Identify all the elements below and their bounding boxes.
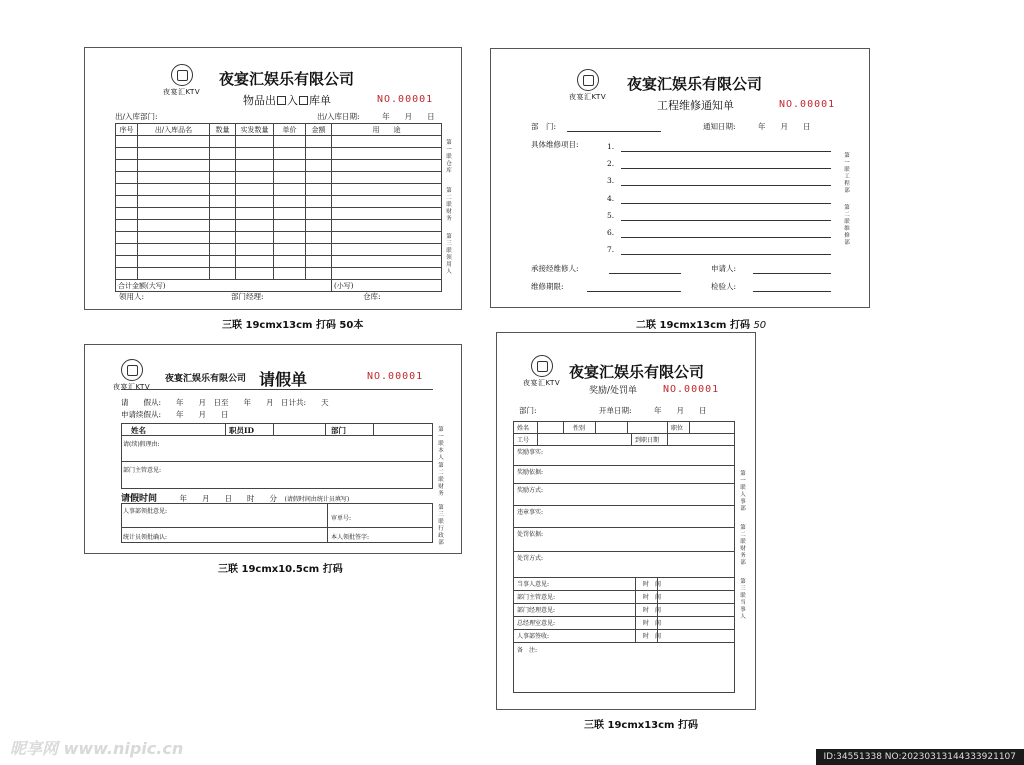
table-cell <box>274 184 306 196</box>
col-rule <box>667 421 668 433</box>
serial-number: NO.00001 <box>367 371 424 382</box>
month-text: 月 <box>198 410 207 419</box>
copy-label: 第一联人事部 <box>740 471 746 512</box>
cell-position: 职位 <box>671 425 684 432</box>
ktv-logo <box>523 355 560 388</box>
table-cell <box>332 244 442 256</box>
copy-label: 第三联行政部 <box>438 505 444 546</box>
cell-name: 姓名 <box>517 425 530 432</box>
inspector-line <box>753 291 831 292</box>
section-label: 违章事实: <box>517 509 544 516</box>
col-rule <box>657 577 658 642</box>
table-row <box>116 160 442 172</box>
col-rule <box>563 421 564 433</box>
leave-from-row <box>121 397 329 408</box>
table-row <box>116 268 442 280</box>
table-cell <box>138 244 210 256</box>
table-row <box>116 220 442 232</box>
total-upper: 合计金额(大写) <box>116 280 332 292</box>
month-text: 月 <box>266 398 274 407</box>
table-row <box>116 196 442 208</box>
table-cell <box>306 160 332 172</box>
col-rule <box>689 421 690 433</box>
table-cell <box>332 232 442 244</box>
copy-label: 第一联本人 <box>438 427 444 461</box>
col-rule <box>373 423 374 435</box>
company-name: 夜宴汇娱乐有限公司 <box>165 374 247 384</box>
dept-label: 部 门: <box>531 122 557 131</box>
open-date-row <box>599 405 707 416</box>
table-cell <box>138 160 210 172</box>
table-cell <box>236 244 274 256</box>
month-text: 月 <box>676 406 685 415</box>
form-title: 工程维修通知单 <box>657 99 734 112</box>
title-rule <box>121 389 433 390</box>
item-number: 7. <box>607 245 615 255</box>
table-cell <box>274 148 306 160</box>
section-label: 奖励方式: <box>517 487 544 494</box>
checkbox-in <box>299 96 308 105</box>
table-cell <box>332 268 442 280</box>
self-sign-label: 本人领批签字: <box>331 534 370 541</box>
stats-label: 统计员领批确认: <box>123 534 168 541</box>
table-cell <box>306 148 332 160</box>
approval-label: 总经理室意见: <box>517 620 556 627</box>
note-text: (请假时间由统计员填写) <box>284 496 350 503</box>
approval-label: 部门经理意见: <box>517 607 556 614</box>
table-cell <box>116 184 138 196</box>
table-cell <box>138 172 210 184</box>
row-rule <box>121 461 433 462</box>
day-text: 日 <box>699 406 707 415</box>
time-label: 请假时间 <box>121 494 158 504</box>
dept-line <box>567 131 661 132</box>
caption-text: 二联 19cmx13cm 打码 <box>636 320 750 331</box>
row-rule <box>513 642 735 643</box>
table-cell <box>116 220 138 232</box>
day-text: 日 <box>221 410 229 419</box>
caption-number: 50 <box>753 320 767 331</box>
watermark-text: 昵享网 www.nipic.cn <box>10 739 184 758</box>
reviewer-label: 审单号: <box>331 515 352 522</box>
table-cell <box>306 208 332 220</box>
col-rule <box>667 433 668 445</box>
form-title: 请假单 <box>259 370 308 389</box>
copy-label: 第二联财务 <box>446 188 452 222</box>
time-label: 时 间 <box>643 594 662 601</box>
table-cell <box>210 172 236 184</box>
year-text: 年 <box>654 406 662 415</box>
table-cell <box>116 232 138 244</box>
table-cell <box>236 268 274 280</box>
footer-manager: 部门经理: <box>231 292 264 301</box>
table-cell <box>332 256 442 268</box>
notify-date <box>703 121 811 132</box>
table-cell <box>306 232 332 244</box>
logo-text: 夜宴汇KTV <box>163 88 201 96</box>
total-row <box>116 280 442 292</box>
company-name: 夜宴汇娱乐有限公司 <box>569 363 705 381</box>
logo-text: 夜宴汇KTV <box>113 383 151 391</box>
approval-box <box>121 503 433 543</box>
extend-row <box>121 409 229 420</box>
copy-label: 第一联工程部 <box>844 153 850 194</box>
table-cell <box>236 136 274 148</box>
copy-label: 第二联财务 <box>438 463 444 497</box>
table-cell <box>332 136 442 148</box>
company-name: 夜宴汇娱乐有限公司 <box>219 70 355 88</box>
table-cell <box>274 196 306 208</box>
table-cell <box>332 184 442 196</box>
inspector-label: 检验人: <box>711 282 737 291</box>
crest-icon <box>531 355 553 377</box>
col-rule <box>327 503 328 543</box>
column-header: 金额 <box>306 124 332 136</box>
caption-3: 三联 19cmx10.5cm 打码 <box>218 564 343 575</box>
applicant-label: 申请人: <box>711 264 737 273</box>
approval-label: 当事人意见: <box>517 581 550 588</box>
table-cell <box>306 244 332 256</box>
company-name: 夜宴汇娱乐有限公司 <box>627 75 763 93</box>
table-cell <box>138 196 210 208</box>
approval-label: 部门主管意见: <box>517 594 556 601</box>
table-cell <box>138 232 210 244</box>
table-cell <box>236 208 274 220</box>
row-rule <box>513 616 735 617</box>
total-lower: (小写) <box>332 280 442 292</box>
item-number: 5. <box>607 210 615 220</box>
inventory-form <box>84 47 462 310</box>
main-box <box>513 421 735 693</box>
caption-4: 三联 19cmx13cm 打码 <box>584 720 698 731</box>
copy-label: 第一联仓库 <box>446 140 452 174</box>
col-rule <box>595 421 596 433</box>
open-date: 开单日期: <box>599 406 632 415</box>
copy-label: 第二联财务部 <box>740 525 746 566</box>
ktv-logo <box>163 64 200 97</box>
serial-number: NO.00001 <box>779 99 836 110</box>
form-title <box>243 92 331 108</box>
row-rule <box>513 527 735 528</box>
day-text: 日 <box>427 112 435 121</box>
table-cell <box>138 256 210 268</box>
table-cell <box>210 136 236 148</box>
repairer-label: 承接经维修人: <box>531 264 579 273</box>
table-cell <box>274 244 306 256</box>
crest-icon <box>171 64 193 86</box>
cell-dept: 部门 <box>331 426 346 435</box>
column-header: 出/入库品名 <box>138 124 210 136</box>
cell-staff-no: 工号 <box>517 437 530 444</box>
reason-label: 请(续)假理由: <box>123 441 160 448</box>
item-line <box>621 203 831 204</box>
column-header: 单价 <box>274 124 306 136</box>
table-cell <box>116 148 138 160</box>
table-cell <box>236 160 274 172</box>
repairer-line <box>609 273 681 274</box>
to-text: 日至 <box>213 398 229 407</box>
logo-text: 夜宴汇KTV <box>569 93 607 101</box>
month-text: 月 <box>198 398 207 407</box>
item-line <box>621 185 831 186</box>
item-line <box>621 254 831 255</box>
title-part: 库单 <box>309 94 331 107</box>
col-rule <box>325 423 326 435</box>
table-cell <box>332 160 442 172</box>
table-cell <box>306 220 332 232</box>
supervisor-label: 部门主管意见: <box>123 467 162 474</box>
table-cell <box>332 208 442 220</box>
item-line <box>621 237 831 238</box>
dept-label: 出/入库部门: <box>115 112 158 121</box>
ktv-logo <box>113 359 150 392</box>
logo-text: 夜宴汇KTV <box>523 379 561 387</box>
table-row <box>116 244 442 256</box>
title-part: 入 <box>287 94 298 107</box>
crest-icon <box>577 69 599 91</box>
month-text: 月 <box>404 112 413 121</box>
table-cell <box>116 256 138 268</box>
time-label: 时 间 <box>643 607 662 614</box>
approval-label: 人事部签收: <box>517 633 550 640</box>
image-id-bar: ID:34551338 NO:20230313144333921107 <box>816 749 1024 765</box>
year-text: 年 <box>243 398 252 407</box>
hour-text: 时 <box>247 494 255 503</box>
table-cell <box>332 220 442 232</box>
row-rule <box>121 435 433 436</box>
minute-text: 分 <box>269 494 278 503</box>
column-header: 用 途 <box>332 124 442 136</box>
table-cell <box>138 208 210 220</box>
item-number: 2. <box>607 159 615 169</box>
table-cell <box>236 148 274 160</box>
column-header: 序号 <box>116 124 138 136</box>
table-row <box>116 256 442 268</box>
date-label <box>317 111 435 122</box>
deadline-line <box>587 291 681 292</box>
footer-warehouse: 仓库: <box>363 292 381 301</box>
table-cell <box>210 232 236 244</box>
table-cell <box>138 136 210 148</box>
table-row <box>116 148 442 160</box>
table-cell <box>210 196 236 208</box>
year-text: 年 <box>382 112 390 121</box>
footer-leader: 领用人: <box>119 292 145 301</box>
table-cell <box>138 220 210 232</box>
table-cell <box>306 136 332 148</box>
row-rule <box>513 465 735 466</box>
table-cell <box>210 208 236 220</box>
caption-1: 三联 19cmx13cm 打码 50本 <box>222 320 364 331</box>
repair-form <box>490 48 870 308</box>
table-cell <box>306 184 332 196</box>
row-rule <box>513 483 735 484</box>
caption-2 <box>636 316 766 331</box>
table-row <box>116 136 442 148</box>
table-cell <box>306 256 332 268</box>
table-header <box>116 124 442 136</box>
cell-name: 姓名 <box>131 426 146 435</box>
item-number: 3. <box>607 176 615 186</box>
item-number: 6. <box>607 228 615 237</box>
section-label: 处罚依据: <box>517 531 544 538</box>
column-header: 实发数量 <box>236 124 274 136</box>
table-cell <box>116 160 138 172</box>
column-header: 数量 <box>210 124 236 136</box>
table-cell <box>138 184 210 196</box>
table-cell <box>274 136 306 148</box>
item-line <box>621 151 831 152</box>
table-cell <box>210 256 236 268</box>
dept-label: 部门: <box>519 406 537 415</box>
col-rule <box>273 423 274 435</box>
table-cell <box>116 208 138 220</box>
title-part: 物品出 <box>243 94 276 107</box>
items-label: 具体维修项目: <box>531 140 579 149</box>
table-cell <box>138 148 210 160</box>
table-cell <box>116 244 138 256</box>
section-label: 奖励事实: <box>517 449 544 456</box>
reward-penalty-form <box>496 332 756 710</box>
col-rule <box>631 433 632 445</box>
year-text: 年 <box>758 122 766 131</box>
day-text: 日 <box>803 122 811 131</box>
table-cell <box>236 220 274 232</box>
table-cell <box>306 196 332 208</box>
table-row <box>116 184 442 196</box>
table-cell <box>210 244 236 256</box>
item-line <box>621 220 831 221</box>
row-rule <box>513 433 735 434</box>
form-title: 奖励/处罚单 <box>589 386 638 396</box>
hr-label: 人事部领批意见: <box>123 508 168 515</box>
table-row <box>116 172 442 184</box>
copy-label: 第三联领用人 <box>446 234 452 275</box>
serial-number: NO.00001 <box>663 384 720 395</box>
section-label: 处罚方式: <box>517 555 544 562</box>
table-cell <box>332 196 442 208</box>
cell-staff-id: 职员ID <box>229 426 255 435</box>
date-text: 出/入库日期: <box>317 112 360 121</box>
day-text: 日 <box>224 494 233 503</box>
time-label: 时 间 <box>643 633 662 640</box>
table-cell <box>274 208 306 220</box>
remark-label: 备 注: <box>517 647 538 654</box>
table-cell <box>116 172 138 184</box>
item-number: 1. <box>607 142 615 151</box>
col-rule <box>537 421 538 445</box>
table-cell <box>116 268 138 280</box>
leave-from: 请 假从: <box>121 398 162 407</box>
notify-text: 通知日期: <box>703 122 736 131</box>
item-line <box>621 168 831 169</box>
table-cell <box>210 268 236 280</box>
table-cell <box>274 172 306 184</box>
col-rule <box>225 423 226 435</box>
copy-label: 第三联当事人 <box>740 579 746 620</box>
applicant-line <box>753 273 831 274</box>
year-text: 年 <box>176 398 184 407</box>
table-cell <box>332 172 442 184</box>
table-cell <box>236 256 274 268</box>
month-text: 月 <box>202 494 210 503</box>
extend-from: 申请续假从: <box>121 410 162 419</box>
table-cell <box>210 220 236 232</box>
table-cell <box>236 172 274 184</box>
row-rule <box>513 445 735 446</box>
row-rule <box>121 527 433 528</box>
month-text: 月 <box>780 122 789 131</box>
table-cell <box>274 160 306 172</box>
year-text: 年 <box>176 410 184 419</box>
table-cell <box>306 268 332 280</box>
table-cell <box>138 268 210 280</box>
year-text: 年 <box>179 494 188 503</box>
table-cell <box>116 136 138 148</box>
table-cell <box>274 220 306 232</box>
time-label: 时 间 <box>643 581 662 588</box>
copy-label: 第二联维修部 <box>844 205 850 246</box>
table-cell <box>236 196 274 208</box>
table-cell <box>332 148 442 160</box>
leave-form <box>84 344 462 554</box>
section-label: 奖励依据: <box>517 469 544 476</box>
table-cell <box>274 268 306 280</box>
table-cell <box>274 256 306 268</box>
row-rule <box>513 590 735 591</box>
table-cell <box>210 184 236 196</box>
time-label: 时 间 <box>643 620 662 627</box>
table-cell <box>116 196 138 208</box>
row-rule <box>513 505 735 506</box>
table-row <box>116 208 442 220</box>
row-rule <box>513 603 735 604</box>
row-rule <box>513 551 735 552</box>
table-cell <box>306 172 332 184</box>
table-cell <box>210 160 236 172</box>
info-box <box>121 423 433 489</box>
item-number: 4. <box>607 193 615 203</box>
ktv-logo <box>569 69 606 102</box>
days-text: 天 <box>321 398 329 407</box>
col-rule <box>635 577 636 642</box>
serial-number: NO.00001 <box>377 94 434 105</box>
deadline-label: 维修期限: <box>531 282 564 291</box>
total-text: 日计共: <box>281 398 307 407</box>
table-cell <box>236 184 274 196</box>
table-cell <box>210 148 236 160</box>
col-rule <box>627 421 628 433</box>
checkbox-out <box>277 96 286 105</box>
crest-icon <box>121 359 143 381</box>
row-rule <box>513 577 735 578</box>
inventory-table <box>115 123 442 292</box>
cell-join-date: 到职日期 <box>635 437 660 444</box>
table-cell <box>236 232 274 244</box>
cell-gender: 性别 <box>573 425 586 432</box>
table-row <box>116 232 442 244</box>
table-cell <box>274 232 306 244</box>
row-rule <box>513 629 735 630</box>
